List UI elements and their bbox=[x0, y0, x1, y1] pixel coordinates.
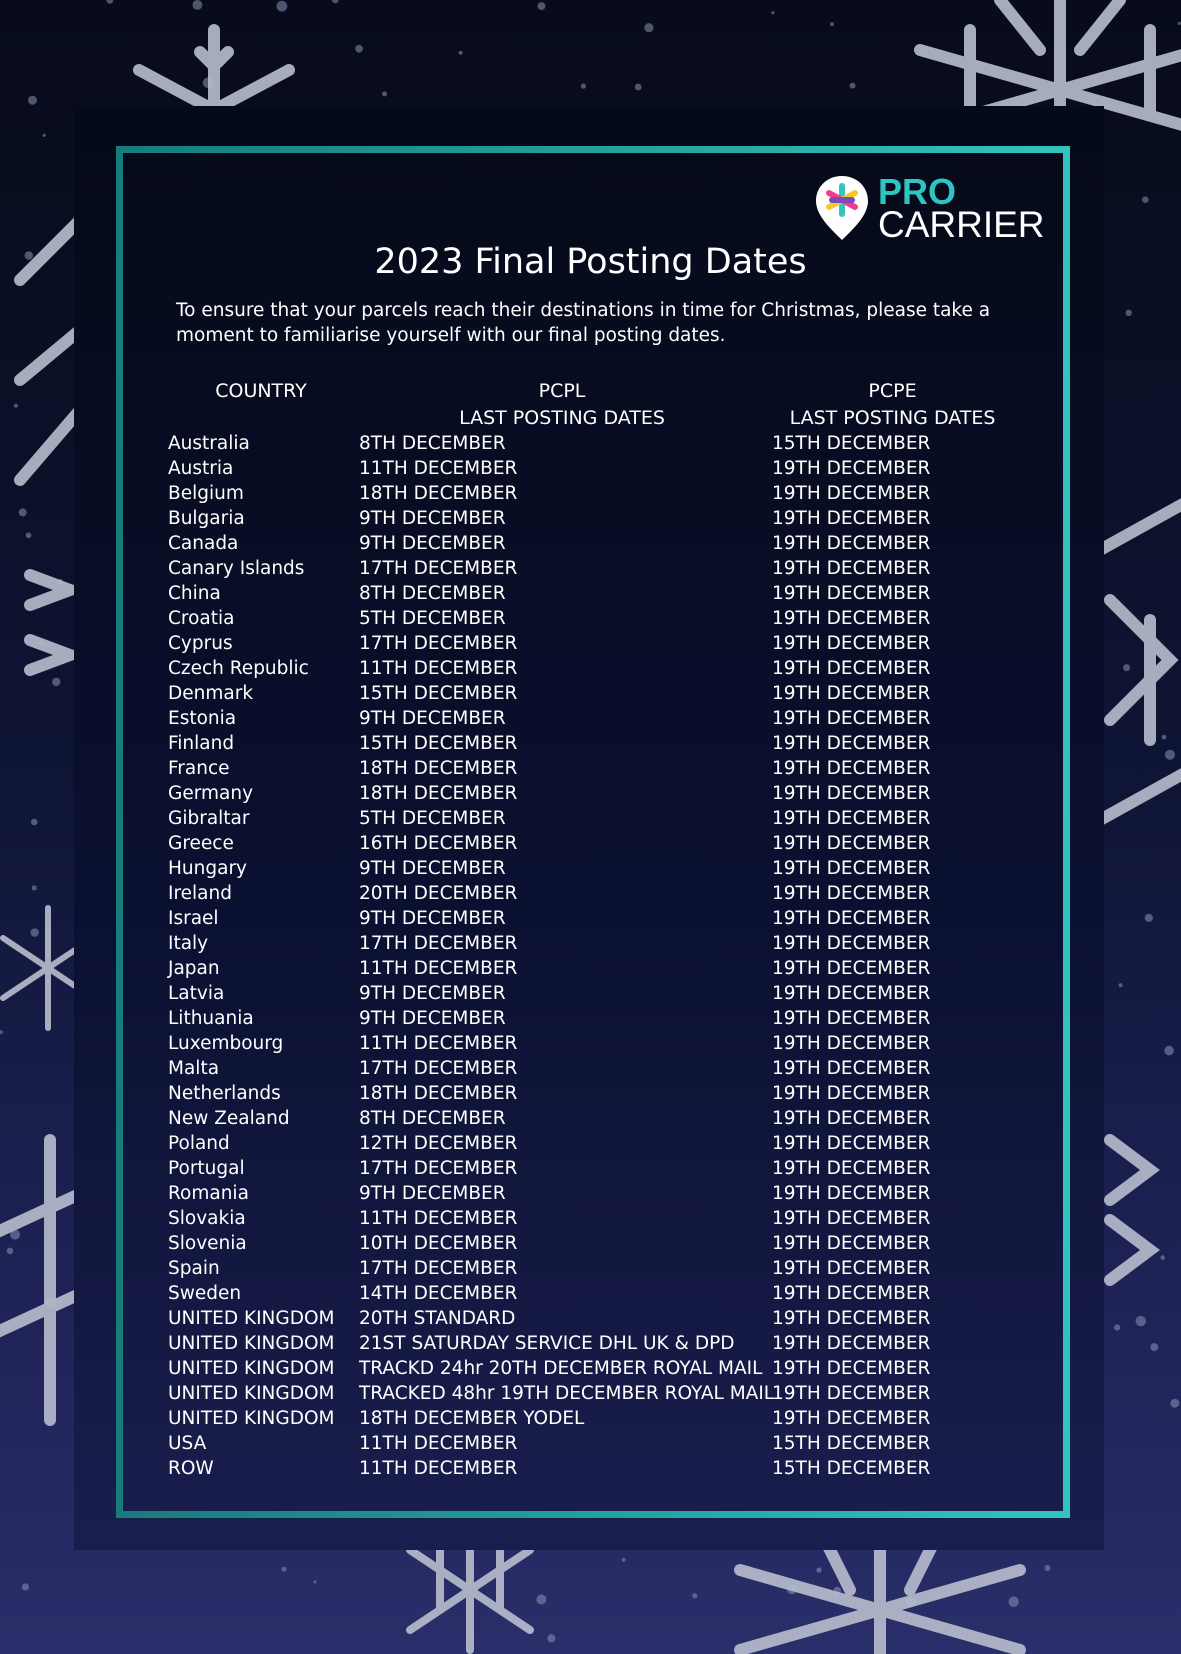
table-row bbox=[168, 506, 1028, 531]
pcpl-date-cell: 8TH DECEMBER bbox=[359, 433, 506, 454]
pcpe-date-cell: 19TH DECEMBER bbox=[772, 1183, 931, 1204]
table-row bbox=[168, 531, 1028, 556]
pcpe-date-cell: 19TH DECEMBER bbox=[772, 1158, 931, 1179]
pcpe-date-cell: 19TH DECEMBER bbox=[772, 658, 931, 679]
pcpe-date-cell: 19TH DECEMBER bbox=[772, 933, 931, 954]
country-cell: ROW bbox=[168, 1458, 214, 1479]
table-row bbox=[168, 1156, 1028, 1181]
table-row bbox=[168, 981, 1028, 1006]
pcpl-date-cell: 11TH DECEMBER bbox=[359, 1208, 518, 1229]
pcpl-date-cell: 11TH DECEMBER bbox=[359, 1458, 518, 1479]
snowflake-icon bbox=[1110, 1140, 1150, 1280]
country-cell: Canary Islands bbox=[168, 558, 305, 579]
table-row bbox=[168, 581, 1028, 606]
column-header-pcpl bbox=[384, 378, 740, 432]
country-cell: Czech Republic bbox=[168, 658, 309, 679]
pcpe-date-cell: 19TH DECEMBER bbox=[772, 1008, 931, 1029]
table-row bbox=[168, 606, 1028, 631]
table-row bbox=[168, 931, 1028, 956]
pcpe-date-cell: 19TH DECEMBER bbox=[772, 458, 931, 479]
pcpl-date-cell: TRACKED 48hr 19TH DECEMBER ROYAL MAIL bbox=[359, 1383, 775, 1404]
table-row bbox=[168, 631, 1028, 656]
pcpl-date-cell: 9TH DECEMBER bbox=[359, 1183, 506, 1204]
table-row bbox=[168, 881, 1028, 906]
country-cell: Bulgaria bbox=[168, 508, 245, 529]
country-cell: UNITED KINGDOM bbox=[168, 1408, 335, 1429]
pcpe-date-cell: 19TH DECEMBER bbox=[772, 1108, 931, 1129]
pcpl-date-cell: 15TH DECEMBER bbox=[359, 683, 518, 704]
pcpe-date-cell: 19TH DECEMBER bbox=[772, 858, 931, 879]
table-row bbox=[168, 1456, 1028, 1481]
pcpl-date-cell: 17TH DECEMBER bbox=[359, 1158, 518, 1179]
country-cell: Romania bbox=[168, 1183, 249, 1204]
table-row bbox=[168, 706, 1028, 731]
country-cell: USA bbox=[168, 1433, 207, 1454]
pcpl-date-cell: TRACKD 24hr 20TH DECEMBER ROYAL MAIL bbox=[359, 1358, 763, 1379]
country-cell: Portugal bbox=[168, 1158, 245, 1179]
pcpe-date-cell: 19TH DECEMBER bbox=[772, 1058, 931, 1079]
pcpl-date-cell: 8TH DECEMBER bbox=[359, 583, 506, 604]
country-cell: Gibraltar bbox=[168, 808, 250, 829]
pcpe-date-cell: 19TH DECEMBER bbox=[772, 483, 931, 504]
pcpe-date-cell: 19TH DECEMBER bbox=[772, 1308, 931, 1329]
country-cell: UNITED KINGDOM bbox=[168, 1308, 335, 1329]
pcpl-date-cell: 15TH DECEMBER bbox=[359, 733, 518, 754]
country-cell: Slovenia bbox=[168, 1233, 247, 1254]
pcpl-date-cell: 18TH DECEMBER bbox=[359, 483, 518, 504]
intro-paragraph: To ensure that your parcels reach their destinations in time for Christmas, please take a moment to familiarise yourself with our final posting dates. bbox=[176, 300, 991, 346]
pcpl-date-cell: 9TH DECEMBER bbox=[359, 908, 506, 929]
pcpe-date-cell: 19TH DECEMBER bbox=[772, 908, 931, 929]
table-row bbox=[168, 1356, 1028, 1381]
table-row bbox=[168, 756, 1028, 781]
country-cell: Croatia bbox=[168, 608, 235, 629]
pcpe-date-cell: 19TH DECEMBER bbox=[772, 983, 931, 1004]
pcpl-date-cell: 17TH DECEMBER bbox=[359, 1058, 518, 1079]
table-row bbox=[168, 1256, 1028, 1281]
pcpe-date-cell: 19TH DECEMBER bbox=[772, 508, 931, 529]
pcpl-date-cell: 17TH DECEMBER bbox=[359, 1258, 518, 1279]
pcpl-date-cell: 5TH DECEMBER bbox=[359, 808, 506, 829]
pcpe-date-cell: 19TH DECEMBER bbox=[772, 1208, 931, 1229]
country-cell: Luxembourg bbox=[168, 1033, 284, 1054]
pcpe-date-cell: 19TH DECEMBER bbox=[772, 558, 931, 579]
table-row bbox=[168, 1331, 1028, 1356]
table-row bbox=[168, 906, 1028, 931]
table-row bbox=[168, 1406, 1028, 1431]
country-cell: Italy bbox=[168, 933, 209, 954]
table-row bbox=[168, 681, 1028, 706]
table-row bbox=[168, 431, 1028, 456]
country-cell: Cyprus bbox=[168, 633, 233, 654]
table-row bbox=[168, 1031, 1028, 1056]
table-row bbox=[168, 1231, 1028, 1256]
country-cell: Latvia bbox=[168, 983, 225, 1004]
pcpl-date-cell: 11TH DECEMBER bbox=[359, 658, 518, 679]
table-row bbox=[168, 1106, 1028, 1131]
pcpl-date-cell: 21ST SATURDAY SERVICE DHL UK & DPD bbox=[359, 1333, 735, 1354]
pcpe-date-cell: 19TH DECEMBER bbox=[772, 833, 931, 854]
pcpl-date-cell: 9TH DECEMBER bbox=[359, 858, 506, 879]
pcpl-date-cell: 16TH DECEMBER bbox=[359, 833, 518, 854]
country-cell: Poland bbox=[168, 1133, 230, 1154]
country-cell: Belgium bbox=[168, 483, 244, 504]
pcpe-date-cell: 19TH DECEMBER bbox=[772, 1408, 931, 1429]
country-cell: Japan bbox=[168, 958, 220, 979]
pcpl-date-cell: 18TH DECEMBER bbox=[359, 783, 518, 804]
table-row bbox=[168, 831, 1028, 856]
country-cell: France bbox=[168, 758, 230, 779]
pcpl-date-cell: 18TH DECEMBER YODEL bbox=[359, 1408, 585, 1429]
pcpe-date-cell: 19TH DECEMBER bbox=[772, 883, 931, 904]
procarrier-logo bbox=[814, 171, 1046, 245]
column-header-pcpe bbox=[760, 378, 1025, 432]
logo-pro-text: PRO bbox=[878, 171, 957, 212]
table-row bbox=[168, 1306, 1028, 1331]
snowflake-icon bbox=[1100, 500, 1181, 820]
country-cell: UNITED KINGDOM bbox=[168, 1333, 335, 1354]
pcpe-date-cell: 19TH DECEMBER bbox=[772, 1233, 931, 1254]
country-cell: Lithuania bbox=[168, 1008, 254, 1029]
page-title: 2023 Final Posting Dates bbox=[374, 242, 807, 282]
country-cell: Ireland bbox=[168, 883, 232, 904]
pcpe-date-cell: 19TH DECEMBER bbox=[772, 1383, 931, 1404]
pcpl-date-cell: 20TH STANDARD bbox=[359, 1308, 516, 1329]
country-cell: Spain bbox=[168, 1258, 220, 1279]
table-row bbox=[168, 1431, 1028, 1456]
pcpe-header-label: PCPE bbox=[868, 380, 917, 402]
pcpe-date-cell: 19TH DECEMBER bbox=[772, 533, 931, 554]
country-cell: Germany bbox=[168, 783, 254, 804]
pcpe-date-cell: 19TH DECEMBER bbox=[772, 1133, 931, 1154]
pcpl-date-cell: 8TH DECEMBER bbox=[359, 1108, 506, 1129]
table-row bbox=[168, 1281, 1028, 1306]
pcpl-date-cell: 9TH DECEMBER bbox=[359, 708, 506, 729]
pcpe-date-cell: 19TH DECEMBER bbox=[772, 1358, 931, 1379]
table-row bbox=[168, 806, 1028, 831]
pcpl-date-cell: 9TH DECEMBER bbox=[359, 983, 506, 1004]
pcpl-date-cell: 9TH DECEMBER bbox=[359, 1008, 506, 1029]
country-cell: Hungary bbox=[168, 858, 247, 879]
pcpl-date-cell: 14TH DECEMBER bbox=[359, 1283, 518, 1304]
map-pin-icon bbox=[814, 174, 870, 242]
pcpl-header-label: PCPL bbox=[538, 380, 586, 402]
country-cell: Sweden bbox=[168, 1283, 242, 1304]
pcpe-date-cell: 15TH DECEMBER bbox=[772, 1458, 931, 1479]
pcpl-date-cell: 17TH DECEMBER bbox=[359, 558, 518, 579]
country-cell: Austria bbox=[168, 458, 234, 479]
table-row bbox=[168, 856, 1028, 881]
country-cell: Slovakia bbox=[168, 1208, 246, 1229]
pcpe-date-cell: 19TH DECEMBER bbox=[772, 633, 931, 654]
pcpl-date-cell: 11TH DECEMBER bbox=[359, 1433, 518, 1454]
table-row bbox=[168, 456, 1028, 481]
table-row bbox=[168, 1056, 1028, 1081]
country-cell: Canada bbox=[168, 533, 239, 554]
pcpe-header-sublabel: LAST POSTING DATES bbox=[789, 407, 996, 429]
pcpl-date-cell: 5TH DECEMBER bbox=[359, 608, 506, 629]
pcpl-date-cell: 17TH DECEMBER bbox=[359, 933, 518, 954]
pcpl-date-cell: 18TH DECEMBER bbox=[359, 758, 518, 779]
country-cell: China bbox=[168, 583, 221, 604]
pcpe-date-cell: 19TH DECEMBER bbox=[772, 958, 931, 979]
pcpl-date-cell: 18TH DECEMBER bbox=[359, 1083, 518, 1104]
pcpe-date-cell: 19TH DECEMBER bbox=[772, 608, 931, 629]
pcpe-date-cell: 15TH DECEMBER bbox=[772, 433, 931, 454]
table-row bbox=[168, 956, 1028, 981]
pcpl-date-cell: 9TH DECEMBER bbox=[359, 533, 506, 554]
country-cell: Estonia bbox=[168, 708, 237, 729]
snowflake-icon bbox=[20, 220, 80, 670]
country-cell: Denmark bbox=[168, 683, 254, 704]
country-cell: Malta bbox=[168, 1058, 220, 1079]
pcpe-date-cell: 19TH DECEMBER bbox=[772, 708, 931, 729]
pcpe-date-cell: 19TH DECEMBER bbox=[772, 758, 931, 779]
country-cell: UNITED KINGDOM bbox=[168, 1358, 335, 1379]
pcpe-date-cell: 19TH DECEMBER bbox=[772, 733, 931, 754]
table-row bbox=[168, 1006, 1028, 1031]
pcpe-date-cell: 19TH DECEMBER bbox=[772, 683, 931, 704]
posting-dates-table bbox=[168, 431, 1028, 1481]
pcpe-date-cell: 19TH DECEMBER bbox=[772, 783, 931, 804]
pcpe-date-cell: 19TH DECEMBER bbox=[772, 1033, 931, 1054]
table-row bbox=[168, 731, 1028, 756]
logo-carrier-text: CARRIER bbox=[878, 204, 1045, 245]
table-row bbox=[168, 1081, 1028, 1106]
country-cell: Finland bbox=[168, 733, 235, 754]
pcpl-date-cell: 20TH DECEMBER bbox=[359, 883, 518, 904]
table-row bbox=[168, 1131, 1028, 1156]
pcpe-date-cell: 19TH DECEMBER bbox=[772, 1258, 931, 1279]
pcpe-date-cell: 19TH DECEMBER bbox=[772, 583, 931, 604]
table-row bbox=[168, 481, 1028, 506]
country-cell: New Zealand bbox=[168, 1108, 290, 1129]
pcpe-date-cell: 15TH DECEMBER bbox=[772, 1433, 931, 1454]
pcpe-date-cell: 19TH DECEMBER bbox=[772, 1283, 931, 1304]
pcpl-date-cell: 12TH DECEMBER bbox=[359, 1133, 518, 1154]
table-row bbox=[168, 781, 1028, 806]
pcpe-date-cell: 19TH DECEMBER bbox=[772, 808, 931, 829]
pcpe-date-cell: 19TH DECEMBER bbox=[772, 1333, 931, 1354]
pcpl-date-cell: 11TH DECEMBER bbox=[359, 458, 518, 479]
table-row bbox=[168, 556, 1028, 581]
table-row bbox=[168, 656, 1028, 681]
pcpl-date-cell: 11TH DECEMBER bbox=[359, 1033, 518, 1054]
country-cell: UNITED KINGDOM bbox=[168, 1383, 335, 1404]
pcpl-date-cell: 9TH DECEMBER bbox=[359, 508, 506, 529]
pcpe-date-cell: 19TH DECEMBER bbox=[772, 1083, 931, 1104]
pcpl-date-cell: 10TH DECEMBER bbox=[359, 1233, 518, 1254]
pcpl-header-sublabel: LAST POSTING DATES bbox=[459, 407, 665, 429]
column-header-country bbox=[168, 378, 354, 405]
country-cell: Netherlands bbox=[168, 1083, 281, 1104]
country-cell: Israel bbox=[168, 908, 219, 929]
pcpl-date-cell: 17TH DECEMBER bbox=[359, 633, 518, 654]
table-row bbox=[168, 1206, 1028, 1231]
table-row bbox=[168, 1181, 1028, 1206]
table-row bbox=[168, 1381, 1028, 1406]
country-header-label: COUNTRY bbox=[215, 380, 307, 402]
country-cell: Greece bbox=[168, 833, 234, 854]
pcpl-date-cell: 11TH DECEMBER bbox=[359, 958, 518, 979]
country-cell: Australia bbox=[168, 433, 250, 454]
